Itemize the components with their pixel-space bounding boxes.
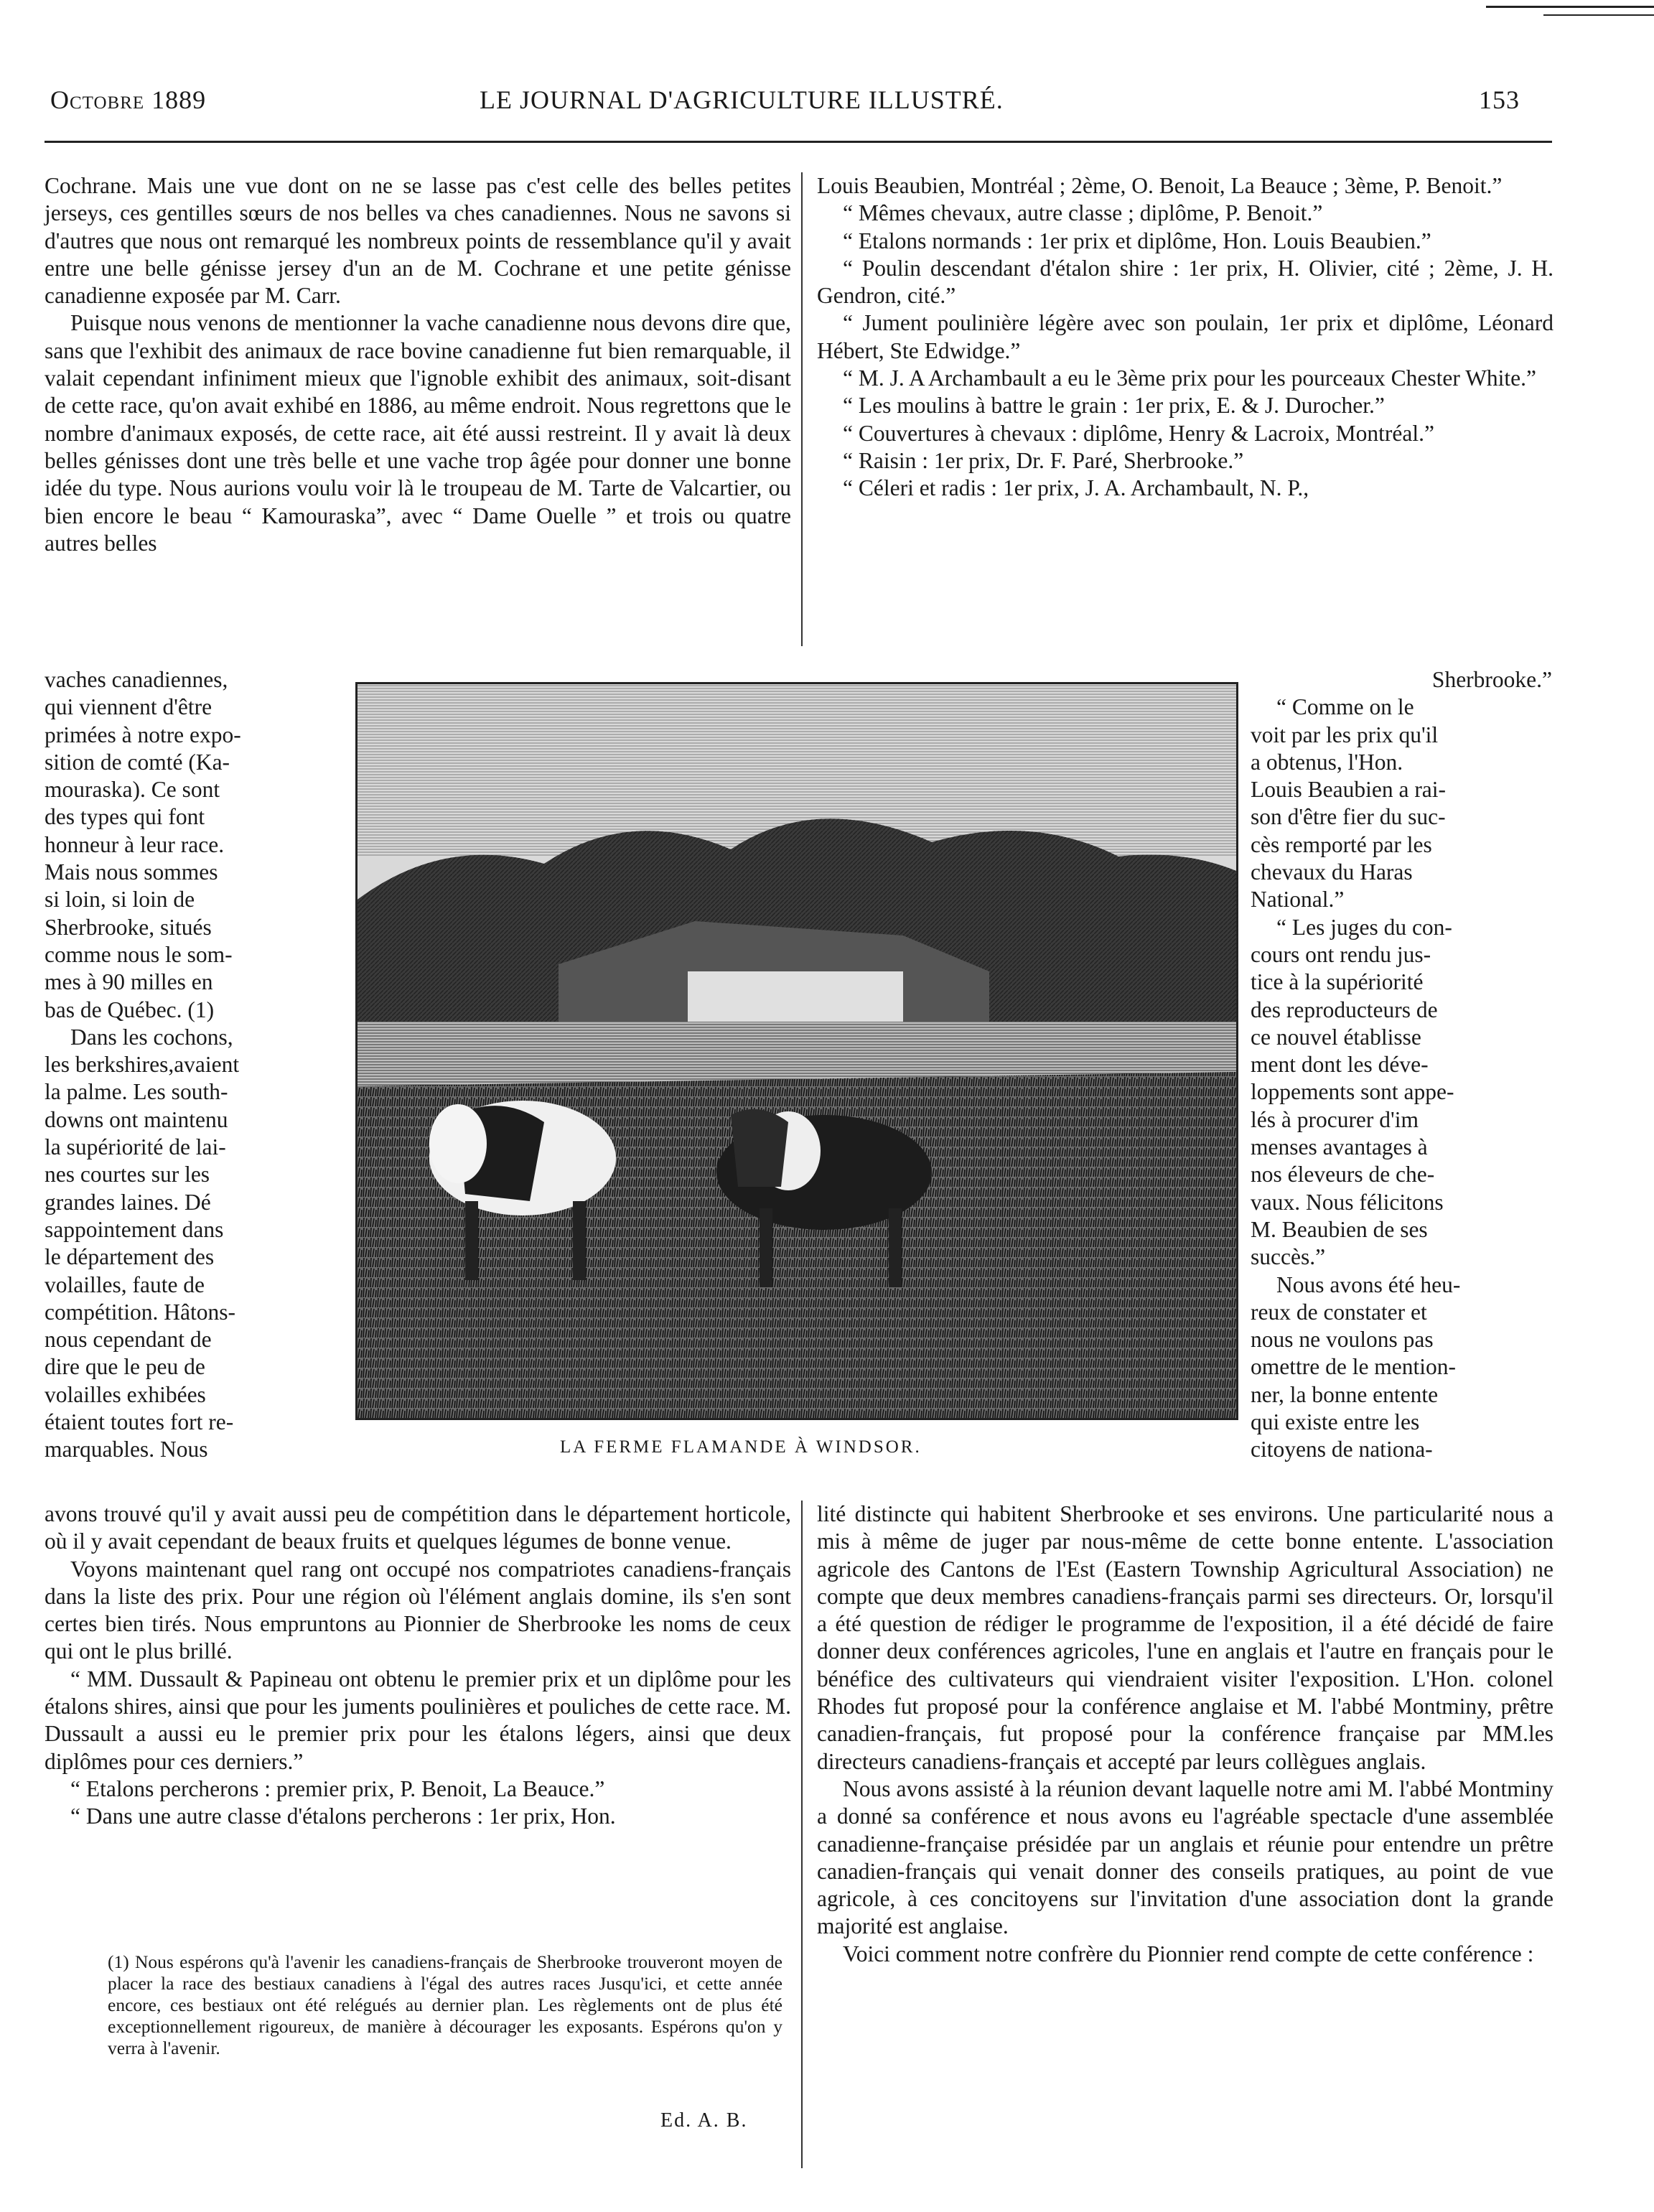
line: Dans les cochons, — [70, 1024, 233, 1050]
line: sappointement dans — [45, 1216, 224, 1242]
top-rule — [1486, 6, 1654, 8]
paragraph: “ MM. Dussault & Papineau ont obtenu le premier prix et un diplôme pour les étalons shires, ainsi que pour les juments poulinières et pouliches de cette race. M. Dussault a aussi eu le premier prix pour les étalons légers, ainsi que deux diplômes pour ces derniers.” — [45, 1666, 791, 1774]
page-number: 153 — [1479, 85, 1520, 114]
line: des types qui font — [45, 804, 205, 830]
line: qui existe entre les — [1251, 1409, 1420, 1435]
line: des reproducteurs de — [1251, 997, 1438, 1022]
line: la palme. Les south- — [45, 1079, 228, 1105]
line: mouraska). Ce sont — [45, 777, 220, 803]
paragraph: “ Poulin descendant d'étalon shire : 1er prix, H. Olivier, cité ; 2ème, J. H. Gendron, cité.” — [817, 255, 1553, 309]
line: chevaux du Haras — [1251, 859, 1413, 885]
line: nous cependant de — [45, 1327, 212, 1353]
paragraph: “ Etalons normands : 1er prix et diplôme, Hon. Louis Beaubien.” — [843, 228, 1431, 253]
paragraph: “ Raisin : 1er prix, Dr. F. Paré, Sherbrooke.” — [843, 447, 1244, 473]
line: ment dont les déve- — [1251, 1052, 1429, 1078]
line: nous ne voulons pas — [1251, 1327, 1434, 1353]
header-rule — [45, 141, 1552, 143]
line: ner, la bonne entente — [1251, 1381, 1439, 1407]
paragraph: Nous avons assisté à la réunion devant laquelle notre ami M. l'abbé Montminy a donné sa conférence et nous avons eu l'agréable spectacle d'une assemblée canadienne-française présidée par un anglais et réunie pour entendre un prêtre canadien-français qui venait donner des conseils pratiques, au point de vue agricole, à ces concitoyens sur l'invitation d'une association dont la grande majorité est anglaise. — [817, 1775, 1553, 1939]
engraving-flemish-farm — [355, 682, 1238, 1420]
paragraph: Cochrane. Mais une vue dont on ne se lasse pas c'est celle des belles petites jerseys, ces gentilles sœurs de nos belles va ches canadiennes. Nous ne savons si d'autres que nous ont remarqué les nombreux points de ressemblance qu'il y avait entre une belle génisse jersey d'un an de M. Cochrane et une petite génisse canadienne exposée par M. Carr. — [45, 173, 791, 309]
line: primées à notre expo- — [45, 722, 241, 747]
column-divider-top — [801, 172, 803, 646]
paragraph: “ Couvertures à chevaux : diplôme, Henry & Lacroix, Montréal.” — [843, 420, 1434, 446]
line: lés à procurer d'im — [1251, 1106, 1419, 1132]
engraving-caption: LA FERME FLAMANDE À WINDSOR. — [560, 1437, 922, 1457]
line: qui viennent d'être — [45, 694, 212, 720]
right-column-bottom — [817, 1501, 1553, 1968]
paragraph: “ M. J. A Archambault a eu le 3ème prix pour les pourceaux Chester White.” — [843, 365, 1537, 391]
line: volailles, faute de — [45, 1271, 205, 1297]
line: succès.” — [1251, 1244, 1326, 1270]
line: compétition. Hâtons- — [45, 1299, 235, 1325]
line: si loin, si loin de — [45, 887, 195, 913]
top-rule-short — [1543, 14, 1654, 16]
line: volailles exhibées — [45, 1381, 206, 1407]
line: comme nous le som- — [45, 941, 233, 967]
line: mes à 90 milles en — [45, 969, 213, 995]
paragraph: avons trouvé qu'il y avait aussi peu de compétition dans le département horticole, où il y avait cependant de beaux fruits et quelques légumes de bonne venue. — [45, 1501, 791, 1554]
line: le département des — [45, 1244, 215, 1270]
line: menses avantages à — [1251, 1134, 1428, 1160]
line: omettre de le mention- — [1251, 1354, 1457, 1380]
line: étaient toutes fort re- — [45, 1409, 234, 1435]
line: Louis Beaubien a rai- — [1251, 777, 1447, 803]
paragraph: “ Céleri et radis : 1er prix, J. A. Archambault, N. P., — [843, 475, 1309, 501]
line: a obtenus, l'Hon. — [1251, 749, 1403, 775]
paragraph: Voyons maintenant quel rang ont occupé nos compatriotes canadiens-français dans la liste des prix. Pour une région où l'élément anglais domine, ils s'en sont certes bien tirés. Nous empruntons au Pionnier de Sherbrooke les noms de ceux qui ont le plus brillé. — [45, 1556, 791, 1664]
footnote: (1) Nous espérons qu'à l'avenir les canadiens-français de Sherbrooke trouveront moyen de placer la race des bestiaux canadiens à l'égal des autres races Jusqu'ici, et cette année encore, ces bestiaux ont été relégués au dernier plan. Les règlements ont de plus été exceptionnellement rigoureux, de manière à décourager les exposants. Espérons qu'on y verra à l'avenir. — [108, 1951, 782, 2058]
line: voit par les prix qu'il — [1251, 722, 1439, 747]
right-column-top — [817, 172, 1553, 503]
line: honneur à leur race. — [45, 831, 225, 857]
left-column-top — [45, 172, 791, 557]
line: les berkshires,avaient — [45, 1052, 240, 1078]
line: National.” — [1251, 887, 1345, 913]
engraving-illustration — [358, 684, 1236, 1418]
paragraph: Louis Beaubien, Montréal ; 2ème, O. Benoit, La Beauce ; 3ème, P. Benoit.” — [817, 173, 1503, 198]
paragraph: “ Les moulins à battre le grain : 1er prix, E. & J. Durocher.” — [843, 393, 1385, 419]
right-column-narrow — [1251, 666, 1552, 1464]
line: nos éleveurs de che- — [1251, 1162, 1435, 1187]
line: downs ont maintenu — [45, 1106, 228, 1132]
paragraph: Puisque nous venons de mentionner la vache canadienne nous devons dire que, sans que l'exhibit des animaux de race bovine canadienne fut bien remarquable, il valait cependant infiniment mieux que l'ignoble exhibit des animaux, soit-disant de cette race, qu'on avait exhibé en 1886, au même endroit. Nous regrettons que le nombre d'animaux exposés, de cette race, ait été aussi restreint. Il y avait là deux belles génisses dont une très belle et une vache trop âgée pour donner une bonne idée du type. Nous aurions voulu voir là le troupeau de M. Tarte de Valcartier, ou bien encore le beau “ Kamouraska”, avec “ Dame Ouelle ” et trois ou quatre autres belles — [45, 310, 791, 556]
line: nes courtes sur les — [45, 1162, 210, 1187]
header-title: LE JOURNAL D'AGRICULTURE ILLUSTRÉ. — [480, 85, 1004, 114]
line: Sherbrooke.” — [1431, 667, 1552, 692]
line: loppements sont appe- — [1251, 1079, 1454, 1105]
header-date: Octobre 1889 — [50, 85, 207, 114]
footnote-signature: Ed. A. B. — [660, 2109, 748, 2132]
line: tice à la supériorité — [1251, 969, 1424, 995]
paragraph: “ Dans une autre classe d'étalons percherons : 1er prix, Hon. — [70, 1803, 616, 1829]
line: Mais nous sommes — [45, 859, 218, 885]
line: grandes laines. Dé — [45, 1189, 211, 1215]
line: marquables. Nous — [45, 1437, 208, 1462]
line: sition de comté (Ka- — [45, 749, 230, 775]
left-column-narrow — [45, 666, 346, 1464]
line: citoyens de nationa- — [1251, 1437, 1433, 1462]
paragraph: lité distincte qui habitent Sherbrooke et ses environs. Une particularité nous a mis à même de juger par nous-même de cette bonne entente. L'association agricole des Cantons de l'Est (Eastern Township Agricultural Association) ne compte que deux membres canadiens-français parmi ses directeurs. Or, lorsqu'il a été question de rédiger le programme de l'exposition, il a été décidé de faire donner deux conférences agricoles, l'une en anglais et l'autre en français pour le bénéfice des cultivateurs qui viendraient visiter l'exposition. L'Hon. colonel Rhodes fut proposé pour la conférence anglaise et M. l'abbé Montminy, prêtre canadien-français, fut proposé pour la conférence française par MM.les directeurs canadiens-français et accepté par leurs collègues anglais. — [817, 1501, 1553, 1774]
line: cours ont rendu jus- — [1251, 941, 1431, 967]
line: “ Les juges du con- — [1276, 914, 1452, 940]
line: ce nouvel établisse — [1251, 1024, 1421, 1050]
line: Sherbrooke, situés — [45, 914, 212, 940]
line: vaux. Nous félicitons — [1251, 1189, 1444, 1215]
paragraph: “ Jument poulinière légère avec son poulain, 1er prix et diplôme, Léonard Hébert, Ste Edwidge.” — [817, 310, 1553, 363]
line: “ Comme on le — [1276, 694, 1414, 720]
paragraph: “ Mêmes chevaux, autre classe ; diplôme, P. Benoit.” — [843, 200, 1323, 226]
line: son d'être fier du suc- — [1251, 804, 1446, 830]
line: M. Beaubien de ses — [1251, 1216, 1428, 1242]
column-divider-bottom — [801, 1501, 803, 2168]
line: reux de constater et — [1251, 1299, 1427, 1325]
paragraph: Voici comment notre confrère du Pionnier rend compte de cette conférence : — [843, 1941, 1534, 1966]
line: la supériorité de lai- — [45, 1134, 226, 1160]
line: vaches canadiennes, — [45, 667, 228, 692]
line: dire que le peu de — [45, 1354, 205, 1380]
line: Nous avons été heu- — [1276, 1271, 1461, 1297]
paragraph: “ Etalons percherons : premier prix, P. Benoit, La Beauce.” — [70, 1775, 605, 1801]
line: bas de Québec. (1) — [45, 997, 215, 1022]
line: cès remporté par les — [1251, 831, 1432, 857]
left-column-bottom — [45, 1501, 791, 1831]
